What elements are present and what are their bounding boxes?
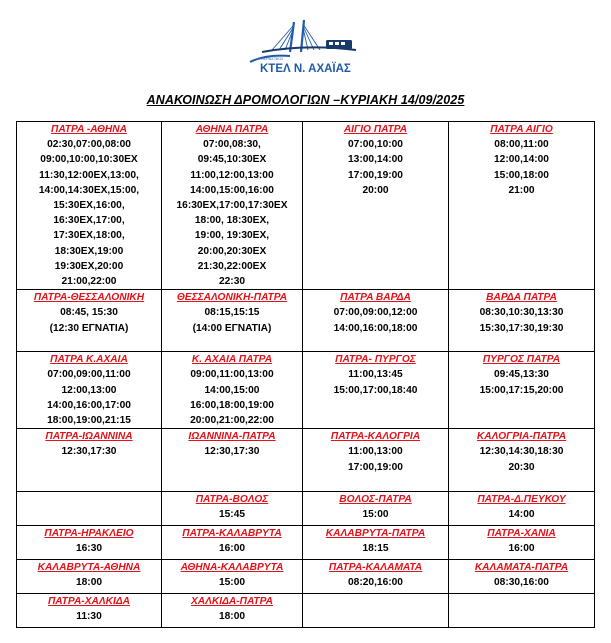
departure-time-line: 12:30,14:30,18:30 [479,446,564,458]
departure-time-line: 12:30,17:30 [204,446,260,458]
departure-time-line: 15:00,17:15,20:00 [479,384,564,396]
route-cell [449,352,595,429]
logo-small-text: ΥΠΕΡΑΣΤΙΚΟ [258,56,283,61]
route-name: ΠΑΤΡΑ- ΠΥΡΓΟΣ [335,354,416,366]
route-cell [162,290,303,352]
departure-time-line: 08:45, 15:30 [60,307,118,319]
departure-times [17,367,161,428]
departure-time-line: 15:30ΕΧ,16:00, [53,200,125,212]
route-name: ΙΩΑΝΝΙΝΑ-ΠΑΤΡΑ [188,431,276,443]
route-cell [17,560,162,594]
route-cell [449,122,595,290]
route-name: ΠΑΤΡΑ-ΗΡΑΚΛΕΙΟ [44,528,134,540]
departure-times [449,575,594,590]
route-cell [17,594,162,628]
route-name: ΚΑΛΟΓΡΙΑ-ΠΑΤΡΑ [476,431,567,443]
departure-times [303,575,448,590]
departure-time-line: 16:00,18:00,19:00 [190,399,274,411]
departure-time-line: 18:00 [218,611,246,623]
departure-time-line: 08:30,16:00 [494,577,549,589]
departure-times [162,609,302,624]
departure-times [303,367,448,397]
departure-times [449,541,594,556]
route-name: ΠΑΤΡΑ-ΧΑΛΚΙΔΑ [47,596,131,608]
route-name: ΠΑΤΡΑ-ΚΑΛΑΒΡΥΤΑ [182,528,282,540]
schedule-table [16,121,595,628]
departure-times [162,541,302,556]
departure-time-line: 19:00, 19:30ΕΧ, [194,230,270,242]
departure-times [303,305,448,335]
departure-time-line: 14:00,16:00,17:00 [47,399,131,411]
route-name: ΠΥΡΓΟΣ ΠΑΤΡΑ [482,354,561,366]
departure-times [303,541,448,556]
departure-times [162,444,302,459]
departure-time-line: 16:30ΕΧ,17:00,17:30ΕΧ [176,200,288,212]
departure-time-line: 15:00 [218,577,246,589]
departure-times [162,137,302,289]
schedule-row [17,526,595,560]
departure-time-line: 09:45,10:30ΕΧ [197,154,267,166]
departure-times [162,575,302,590]
departure-times [449,367,594,397]
schedule-row [17,429,595,492]
departure-time-line: 15:45 [218,509,246,521]
route-cell [303,122,449,290]
departure-time-line: 09:00,11:00,13:00 [190,369,274,381]
route-name: ΠΑΤΡΑ-ΚΑΛΟΓΡΙΑ [330,431,421,443]
route-cell [162,526,303,560]
departure-time-line: 09:45,13:30 [494,369,549,381]
route-name: ΠΑΤΡΑ-Δ.ΠΕΥΚΟΥ [477,494,566,506]
departure-time-line: 21:30,22:00ΕΧ [197,260,267,272]
departure-time-line: 20:30 [508,461,535,473]
departure-times [17,575,161,590]
route-cell [162,429,303,492]
departure-time-line: 11:00,13:45 [348,369,403,381]
departure-time-line: 15:00,17:00,18:40 [333,384,418,396]
departure-time-line: 11:30,12:00ΕΧ,13:00, [39,169,139,181]
route-cell [162,122,303,290]
departure-times [449,444,594,474]
schedule-row [17,594,595,628]
route-name: ΠΑΤΡΑ-ΧΑΝΙΑ [487,528,556,540]
route-cell [303,560,449,594]
route-name: ΒΟΛΟΣ-ΠΑΤΡΑ [339,494,412,506]
departure-time-line: 07:00,08:30, [203,139,261,151]
route-cell [162,492,303,526]
schedule-row [17,492,595,526]
departure-time-line: 08:15,15:15 [204,307,260,319]
departure-time-line: 14:00,15:00 [204,384,260,396]
route-cell [162,594,303,628]
route-name: ΚΑΛΑΒΡΥΤΑ-ΠΑΤΡΑ [325,528,426,540]
empty-cell [449,594,595,628]
departure-times [303,444,448,474]
route-name: ΠΑΤΡΑ ΒΑΡΔΑ [340,292,411,304]
route-name: ΠΑΤΡΑ-ΘΕΣΣΑΛΟΝΙΚΗ [33,292,145,304]
departure-time-line: 18:00 [75,577,103,589]
departure-time-line: 02:30,07:00,08:00 [47,139,131,151]
departure-time-line: 18:15 [362,543,389,555]
departure-time-line: 18:00, 18:30ΕΧ, [194,215,270,227]
departure-time-line: 15:00,18:00 [494,169,549,181]
route-cell [17,352,162,429]
route-cell [17,290,162,352]
departure-time-line: 07:00,09:00,11:00 [47,369,131,381]
route-name: ΠΑΤΡΑ ΑΙΓΙΟ [490,124,553,135]
departure-times [162,507,302,522]
departure-time-line: 14:00 [508,509,535,521]
route-name: ΒΑΡΔΑ ΠΑΤΡΑ [486,292,557,304]
departure-time-line: 15:00 [362,509,389,521]
route-name: ΑΙΓΙΟ ΠΑΤΡΑ [343,124,408,135]
route-name: ΘΕΣΣΑΛΟΝΙΚΗ-ΠΑΤΡΑ [176,292,288,304]
route-cell [17,429,162,492]
departure-time-line: 11:00,13:00 [348,446,403,458]
departure-time-line: (14:00 ΕΓΝΑΤΙΑ) [192,322,272,334]
departure-times [449,507,594,522]
route-cell [303,290,449,352]
announcement-title: ΑΝΑΚΟΙΝΩΣΗ ΔΡΟΜΟΛΟΓΙΩΝ –ΚΥΡΙΑΚΗ 14/09/2025 [146,93,465,107]
departure-time-line: 08:00,11:00 [494,139,549,151]
route-cell [303,526,449,560]
departure-time-line: (12:30 ΕΓΝΑΤΙΑ) [49,322,129,334]
departure-time-line: 12:00,14:00 [494,154,549,166]
departure-times [17,541,161,556]
route-name: ΠΑΤΡΑ-ΚΑΛΑΜΑΤΑ [328,562,423,574]
departure-time-line: 18:00,19:00,21:15 [47,415,131,427]
route-cell [303,429,449,492]
route-name: ΠΑΤΡΑ-ΒΟΛΟΣ [195,494,269,506]
departure-times [17,305,161,335]
departure-time-line: 18:30ΕΧ,19:00 [54,245,124,257]
departure-time-line: 14:00,15:00,16:00 [190,184,274,196]
route-cell [449,492,595,526]
departure-time-line: 14:00,14:30ΕΧ,15:00, [38,184,140,196]
departure-times [17,137,161,289]
departure-time-line: 13:00,14:00 [348,154,403,166]
departure-time-line: 12:30,17:30 [61,446,117,458]
departure-time-line: 09:00,10:00,10:30ΕΧ [40,154,138,166]
ktel-achaias-logo [246,18,368,78]
schedule-row [17,352,595,429]
route-cell [449,429,595,492]
departure-time-line: 17:00,19:00 [348,461,403,473]
route-cell [162,352,303,429]
departure-times [303,507,448,522]
route-name: ΑΘΗΝΑ-ΚΑΛΑΒΡΥΤΑ [180,562,284,574]
schedule-row [17,290,595,352]
departure-time-line: 12:00,13:00 [61,384,117,396]
empty-cell [17,492,162,526]
departure-time-line: 14:00,16:00,18:00 [333,322,418,334]
schedule-row [17,122,595,290]
departure-times [449,137,594,198]
departure-times [303,137,448,198]
departure-time-line: 17:30ΕΧ,18:00, [53,230,125,242]
departure-time-line: 11:00,12:00,13:00 [190,169,274,181]
departure-time-line: 16:30ΕΧ,17:00, [53,215,125,227]
departure-time-line: 22:30 [218,276,246,288]
departure-time-line: 19:30ΕΧ,20:00 [54,260,124,272]
departure-time-line: 17:00,19:00 [348,169,403,181]
departure-time-line: 16:30 [75,543,103,555]
route-cell [449,290,595,352]
route-cell [17,122,162,290]
route-name: Κ. ΑΧΑΙΑ ΠΑΤΡΑ [191,354,273,366]
logo-brand-text: ΚΤΕΛ Ν. ΑΧΑΪΑΣ [260,63,351,75]
schedule-row [17,560,595,594]
departure-time-line: 16:00 [218,543,246,555]
departure-time-line: 07:00,09:00,12:00 [333,307,418,319]
route-cell [17,526,162,560]
departure-times [17,609,161,624]
departure-time-line: 16:00 [508,543,535,555]
route-cell [449,560,595,594]
route-name: ΧΑΛΚΙΔΑ-ΠΑΤΡΑ [190,596,274,608]
route-cell [303,352,449,429]
departure-time-line: 15:30,17:30,19:30 [479,322,564,334]
route-name: ΚΑΛΑΜΑΤΑ-ΠΑΤΡΑ [474,562,569,574]
route-name: ΠΑΤΡΑ Κ.ΑΧΑΙΑ [50,354,128,366]
departure-times [162,367,302,428]
departure-times [17,444,161,459]
route-cell [449,526,595,560]
route-name: ΑΘΗΝΑ ΠΑΤΡΑ [195,124,269,135]
route-name: ΠΑΤΡΑ-ΙΩΑΝΝΙΝΑ [45,431,133,443]
departure-time-line: 20:00,20:30ΕΧ [197,245,267,257]
departure-times [449,305,594,335]
route-cell [303,492,449,526]
empty-cell [303,594,449,628]
departure-time-line: 21:00,22:00 [61,276,117,288]
departure-time-line: 20:00 [362,184,389,196]
departure-time-line: 08:20,16:00 [348,577,403,589]
departure-time-line: 08:30,10:30,13:30 [479,307,564,319]
departure-time-line: 07:00,10:00 [348,139,403,151]
route-cell [162,560,303,594]
departure-time-line: 20:00,21:00,22:00 [190,415,274,427]
departure-times [162,305,302,335]
departure-time-line: 21:00 [508,184,535,196]
route-name: ΚΑΛΑΒΡΥΤΑ-ΑΘΗΝΑ [37,562,141,574]
departure-time-line: 11:30 [76,611,102,623]
route-name: ΠΑΤΡΑ -ΑΘΗΝΑ [51,124,127,135]
